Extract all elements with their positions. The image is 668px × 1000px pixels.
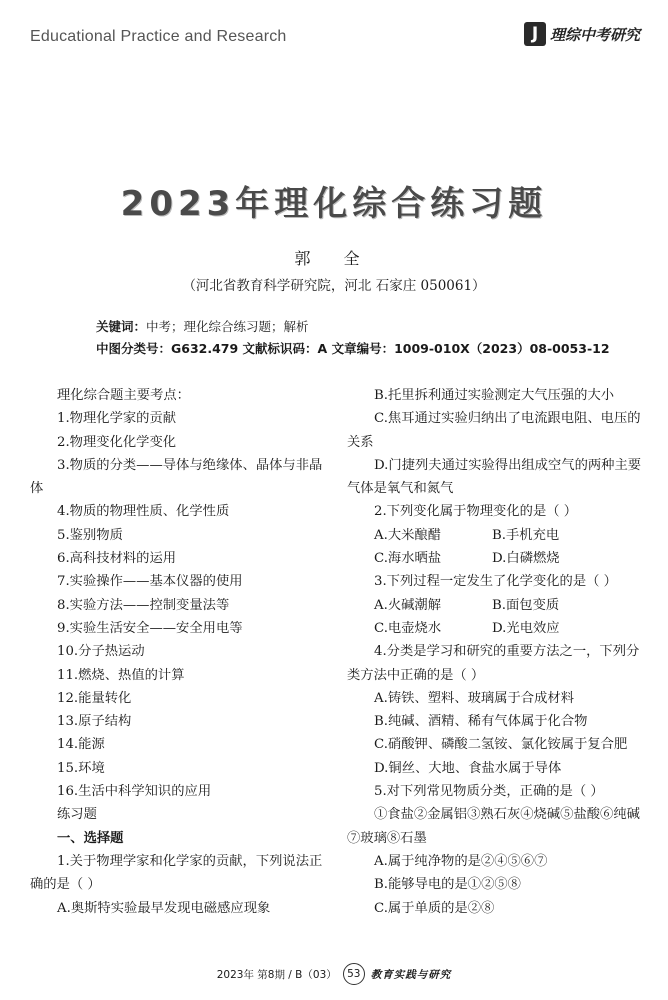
answer-option: B.手机充电	[492, 527, 560, 543]
answer-option: A.属于纯净物的是②④⑤⑥⑦	[374, 853, 548, 869]
page-number: 53	[343, 963, 365, 985]
answer-option: D.铜丝、大地、食盐水属于导体	[374, 760, 562, 776]
left-paragraph: 7.实验操作——基本仪器的使用	[57, 574, 243, 590]
left-paragraph: 8.实验方法——控制变量法等	[57, 597, 230, 613]
left-paragraph: 13.原子结构	[57, 714, 132, 730]
left-paragraph: 练习题	[57, 807, 97, 823]
answer-option: A.火碱潮解	[374, 597, 442, 613]
answer-option: B.能够导电的是①②⑤⑧	[374, 877, 521, 893]
page-footer	[0, 963, 668, 985]
left-paragraph: 3.物质的分类——导体与绝缘体、晶体与非晶体	[30, 457, 323, 497]
journal-logo-icon: J	[524, 22, 546, 46]
left-paragraph: 12.能量转化	[57, 690, 132, 706]
journal-name-en: Educational Practice and Research	[30, 28, 287, 45]
keywords-line	[96, 317, 309, 335]
classification-line: 中图分类号：G632.479 文献标识码：A 文章编号：1009-010X（2023）08-0053-12	[96, 341, 610, 356]
answer-option: C.海水晒盐	[374, 551, 442, 567]
answer-option: A.大米酿醋	[374, 527, 442, 543]
column-title: 理综中考研究	[549, 25, 640, 44]
answer-option: B.面包变质	[492, 597, 560, 613]
section-heading: 一、选择题	[57, 830, 124, 846]
question-items: ①食盐②金属铝③熟石灰④烧碱⑤盐酸⑥纯碱⑦玻璃⑧石墨	[347, 807, 640, 846]
left-paragraph: 4.物质的物理性质、化学性质	[57, 504, 230, 520]
answer-option: B.托里拆利通过实验测定大气压强的大小	[374, 388, 615, 403]
left-paragraph: 16.生活中科学知识的应用	[57, 784, 212, 800]
left-paragraph: 1.物理化学家的贡献	[57, 411, 177, 427]
author-affiliation: （河北省教育科学研究院，河北 石家庄 050061）	[182, 278, 486, 294]
answer-option: D.光电效应	[492, 620, 560, 636]
answer-option: C.电壶烧水	[374, 620, 442, 636]
journal-name-cn: 教育实践与研究	[370, 968, 452, 981]
left-paragraph: 理化综合题主要考点：	[57, 388, 190, 403]
answer-option: A.奥斯特实验最早发现电磁感应现象	[57, 900, 271, 916]
keywords-label: 关键词：	[96, 319, 147, 334]
left-paragraph: 9.实验生活安全——安全用电等	[57, 620, 243, 636]
answer-option: D.白磷燃烧	[492, 551, 560, 567]
right-column	[347, 384, 643, 920]
answer-option: C.硝酸钾、磷酸二氢铵、氯化铵属于复合肥	[374, 737, 628, 753]
left-paragraph: 2.物理变化化学变化	[57, 434, 177, 450]
left-paragraph: 11.燃烧、热值的计算	[57, 667, 185, 683]
question-stem: 3.下列过程一定发生了化学变化的是（ ）	[374, 574, 617, 590]
answer-option: C.焦耳通过实验归纳出了电流跟电阻、电压的关系	[347, 411, 641, 450]
answer-option: D.门捷列夫通过实验得出组成空气的两种主要气体是氧气和氮气	[347, 457, 642, 497]
option-row	[347, 524, 643, 547]
left-paragraph: 14.能源	[57, 737, 105, 753]
left-paragraph: 15.环境	[57, 760, 105, 776]
question-stem: 1.关于物理学家和化学家的贡献，下列说法正确的是（ ）	[30, 853, 323, 893]
answer-option: A.铸铁、塑料、玻璃属于合成材料	[374, 690, 574, 706]
author-name: 郭 全	[294, 249, 374, 268]
question-stem: 4.分类是学习和研究的重要方法之一，下列分类方法中正确的是（ ）	[347, 644, 640, 683]
issue-info: 2023年 第8期 / B（03）	[216, 968, 337, 981]
option-row	[347, 617, 643, 640]
left-paragraph: 5.鉴别物质	[57, 527, 123, 543]
question-stem: 5.对下列常见物质分类，正确的是（ ）	[374, 784, 604, 800]
option-row	[347, 547, 643, 570]
answer-option: B.纯碱、酒精、稀有气体属于化合物	[374, 714, 588, 730]
option-row	[347, 594, 643, 617]
article-title: 2023年理化综合练习题	[120, 184, 548, 224]
keywords-text: 中考；理化综合练习题；解析	[146, 319, 309, 334]
question-stem: 2.下列变化属于物理变化的是（ ）	[374, 504, 578, 520]
left-paragraph: 10.分子热运动	[57, 644, 145, 660]
column-header	[524, 22, 640, 46]
left-paragraph: 6.高科技材料的运用	[57, 551, 177, 567]
left-column	[30, 384, 326, 920]
answer-option: C.属于单质的是②⑧	[374, 900, 495, 916]
